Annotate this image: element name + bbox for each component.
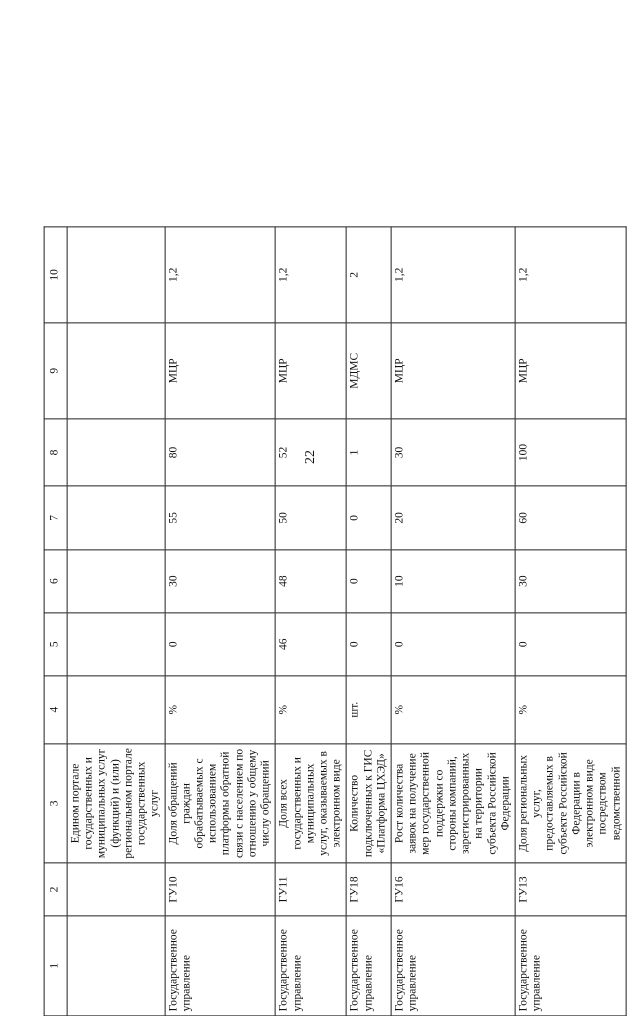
cell-responsible: МДМС: [347, 323, 392, 419]
cell-unit: %: [165, 676, 276, 744]
cell-responsible: МЦР: [515, 323, 626, 419]
cell-source: 1,2: [515, 227, 626, 323]
cell-responsible: МЦР: [391, 323, 515, 419]
cell-value: 0: [391, 613, 515, 676]
cell-source: 2: [347, 227, 392, 323]
cell-value: 60: [515, 486, 626, 549]
cell-value: [67, 486, 165, 549]
cell-source: 1,2: [391, 227, 515, 323]
cell-sphere: [67, 916, 165, 1016]
cell-value: 30: [165, 549, 276, 612]
cell-value: 10: [391, 549, 515, 612]
cell-value: 100: [515, 419, 626, 487]
cell-value: 0: [515, 613, 626, 676]
table-row: [347, 227, 392, 1016]
cell-code: ГУ10: [165, 863, 276, 915]
cell-value: 0: [347, 549, 392, 612]
column-header: 4: [44, 676, 67, 744]
cell-unit: %: [275, 676, 346, 744]
column-header: 9: [44, 323, 67, 419]
cell-indicator: Рост количества заявок на получение мер государственной поддержки со стороны компаний, зарегистрированных на территории субъекта Российской Федерации: [391, 743, 515, 863]
cell-sphere: Государственное управление: [347, 916, 392, 1016]
column-header: 10: [44, 227, 67, 323]
column-header: 3: [44, 743, 67, 863]
cell-responsible: МЦР: [275, 323, 346, 419]
cell-value: 1: [347, 419, 392, 487]
cell-code: ГУ16: [391, 863, 515, 915]
cell-indicator: Доля обращений граждан обрабатываемых с использованием платформы обратной связи с населением по отношению у общему числу обращений: [165, 743, 276, 863]
cell-value: 20: [391, 486, 515, 549]
cell-indicator: Количество подключенных к ГИС «Платформа ЦХЭД»: [347, 743, 392, 863]
cell-source: 1,2: [275, 227, 346, 323]
cell-code: ГУ11: [275, 863, 346, 915]
cell-sphere: Государственное управление: [165, 916, 276, 1016]
cell-indicator: Доля региональных услуг, предоставляемых в субъекте Российской Федерации в электронном виде посредством ведомственной: [515, 743, 626, 863]
cell-sphere: Государственное управление: [275, 916, 346, 1016]
cell-value: 48: [275, 549, 346, 612]
cell-value: 30: [391, 419, 515, 487]
cell-value: [67, 613, 165, 676]
column-header: 1: [44, 916, 67, 1016]
cell-sphere: Государственное управление: [391, 916, 515, 1016]
page-number: 22: [303, 450, 318, 464]
cell-value: 55: [165, 486, 276, 549]
cell-value: 80: [165, 419, 276, 487]
table-row: [275, 227, 346, 1016]
indicators-table: [44, 226, 627, 1016]
cell-responsible: МЦР: [165, 323, 276, 419]
cell-sphere: Государственное управление: [515, 916, 626, 1016]
cell-value: [67, 419, 165, 487]
table-row: [515, 227, 626, 1016]
cell-unit: %: [391, 676, 515, 744]
table-row: [165, 227, 276, 1016]
cell-value: 46: [275, 613, 346, 676]
cell-unit: шт.: [347, 676, 392, 744]
cell-unit: [67, 676, 165, 744]
cell-value: 30: [515, 549, 626, 612]
cell-indicator: Едином портале государственных и муниципальных услуг (функций) и (или) региональном портале государственных услуг: [67, 743, 165, 863]
column-header: 7: [44, 486, 67, 549]
column-header: 5: [44, 613, 67, 676]
cell-value: 52: [275, 419, 346, 487]
column-header: 8: [44, 419, 67, 487]
cell-value: 0: [347, 486, 392, 549]
cell-source: [67, 227, 165, 323]
cell-indicator: Доля всех государственных и муниципальных услуг, оказываемых в электронном виде: [275, 743, 346, 863]
column-header: 6: [44, 549, 67, 612]
table-row: [391, 227, 515, 1016]
cell-code: ГУ13: [515, 863, 626, 915]
cell-value: 0: [165, 613, 276, 676]
cell-value: [67, 549, 165, 612]
table-row: [67, 227, 165, 1016]
cell-value: 50: [275, 486, 346, 549]
table-header-row: [44, 227, 67, 1016]
column-header: 2: [44, 863, 67, 915]
cell-code: [67, 863, 165, 915]
cell-responsible: [67, 323, 165, 419]
cell-unit: %: [515, 676, 626, 744]
cell-code: ГУ18: [347, 863, 392, 915]
cell-source: 1,2: [165, 227, 276, 323]
cell-value: 0: [347, 613, 392, 676]
